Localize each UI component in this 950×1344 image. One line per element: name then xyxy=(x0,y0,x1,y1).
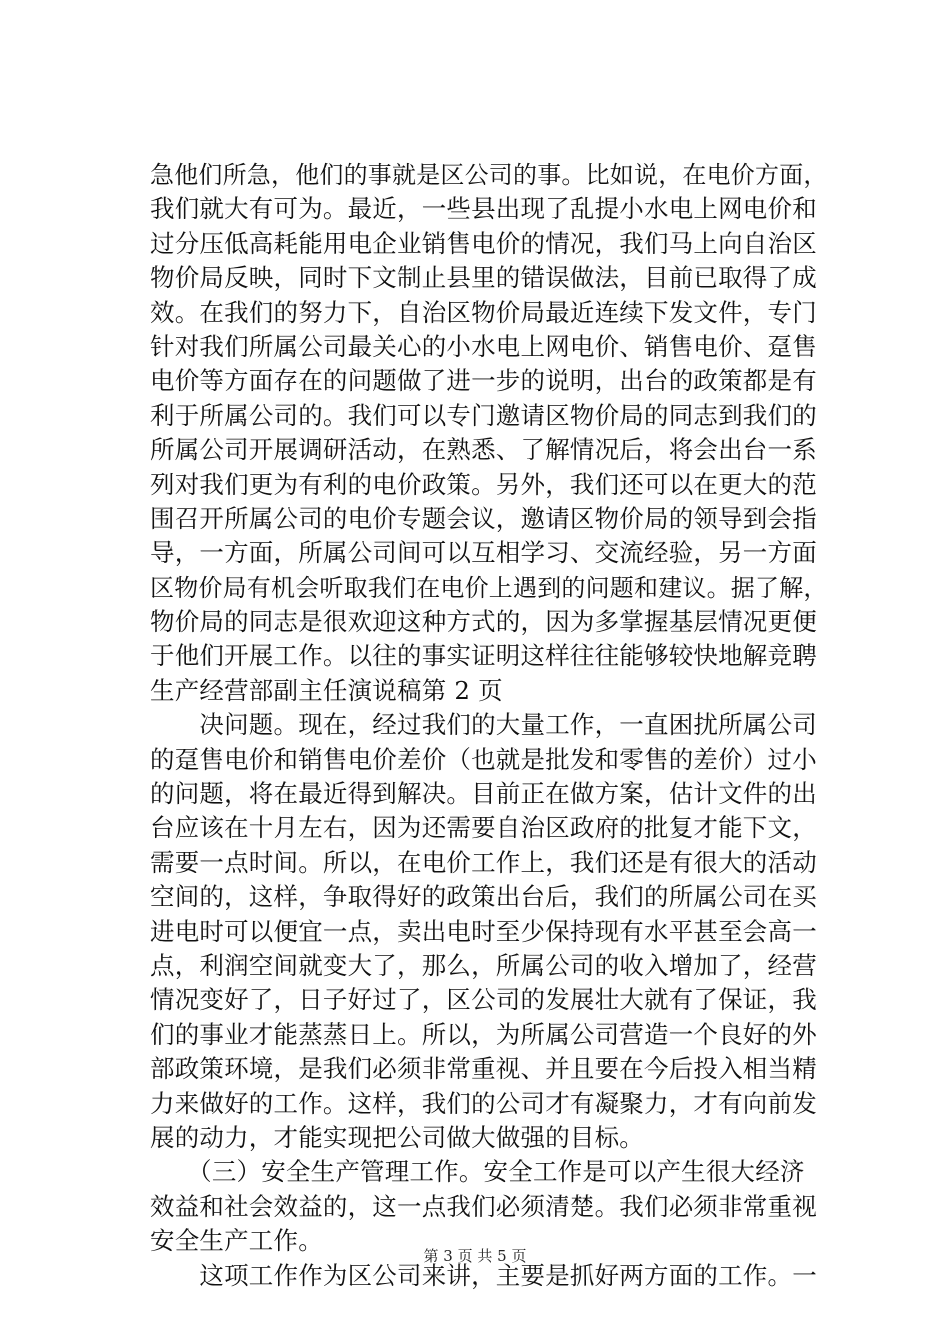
text-line: 需要一点时间。所以，在电价工作上，我们还是有很大的活动 xyxy=(150,847,817,877)
text-line: 我们就大有可为。最近，一些县出现了乱提小水电上网电价和 xyxy=(150,194,817,224)
text-line: 过分压低高耗能用电企业销售电价的情况，我们马上向自治区 xyxy=(150,228,817,258)
text-line: 导，一方面，所属公司间可以互相学习、交流经验，另一方面 xyxy=(150,538,817,568)
body-text xyxy=(150,158,830,1293)
text-line: 生产经营部副主任演说稿第 2 页 xyxy=(150,675,503,705)
text-line: 的问题，将在最近得到解决。目前正在做方案，估计文件的出 xyxy=(150,779,817,809)
text-line: 效益和社会效益的，这一点我们必须清楚。我们必须非常重视 xyxy=(150,1191,817,1221)
text-line: 部政策环境，是我们必须非常重视、并且要在今后投入相当精 xyxy=(150,1054,817,1084)
text-line: 力来做好的工作。这样，我们的公司才有凝聚力，才有向前发 xyxy=(150,1088,817,1118)
text-line: 安全生产工作。 xyxy=(150,1226,323,1256)
text-line: 列对我们更为有利的电价政策。另外，我们还可以在更大的范 xyxy=(150,469,817,499)
text-line: 效。在我们的努力下，自治区物价局最近连续下发文件，专门 xyxy=(150,297,817,327)
text-line: 区物价局有机会听取我们在电价上遇到的问题和建议。据了解， xyxy=(150,573,828,602)
text-line: 电价等方面存在的问题做了进一步的说明，出台的政策都是有 xyxy=(150,366,817,396)
text-line: 物价局反映，同时下文制止县里的错误做法，目前已取得了成 xyxy=(150,263,817,293)
text-line: 于他们开展工作。以往的事实证明这样往往能够较快地解竞聘 xyxy=(150,641,817,671)
text-line: 情况变好了，日子好过了，区公司的发展壮大就有了保证，我 xyxy=(150,985,817,1015)
text-line: 展的动力，才能实现把公司做大做强的目标。 xyxy=(150,1122,644,1152)
text-line: 空间的，这样，争取得好的政策出台后，我们的所属公司在买 xyxy=(150,882,817,912)
text-line: 决问题。现在，经过我们的大量工作，一直困扰所属公司 xyxy=(150,710,817,740)
text-line: 的趸售电价和销售电价差价（也就是批发和零售的差价）过小 xyxy=(150,744,817,774)
text-line: 所属公司开展调研活动，在熟悉、了解情况后，将会出台一系 xyxy=(150,435,817,465)
text-line: （三）安全生产管理工作。安全工作是可以产生很大经济 xyxy=(150,1157,805,1187)
text-line: 急他们所急，他们的事就是区公司的事。比如说，在电价方面， xyxy=(150,161,828,189)
text-line: 物价局的同志是很欢迎这种方式的，因为多掌握基层情况更便 xyxy=(150,607,817,637)
text-line: 围召开所属公司的电价专题会议，邀请区物价局的领导到会指 xyxy=(150,503,817,533)
text-line: 这项工作作为区公司来讲，主要是抓好两方面的工作。一 xyxy=(150,1260,817,1290)
text-line: 点，利润空间就变大了，那么，所属公司的收入增加了，经营 xyxy=(150,950,817,980)
text-line: 们的事业才能蒸蒸日上。所以，为所属公司营造一个良好的外 xyxy=(150,1019,817,1049)
text-line: 利于所属公司的。我们可以专门邀请区物价局的同志到我们的 xyxy=(150,400,817,430)
text-line: 进电时可以便宜一点，卖出电时至少保持现有水平甚至会高一 xyxy=(150,916,817,946)
page-footer: 第 3 页 共 5 页 xyxy=(423,1247,527,1265)
text-line: 针对我们所属公司最关心的小水电上网电价、销售电价、趸售 xyxy=(150,331,817,361)
text-line: 台应该在十月左右，因为还需要自治区政府的批复才能下文， xyxy=(150,813,817,843)
